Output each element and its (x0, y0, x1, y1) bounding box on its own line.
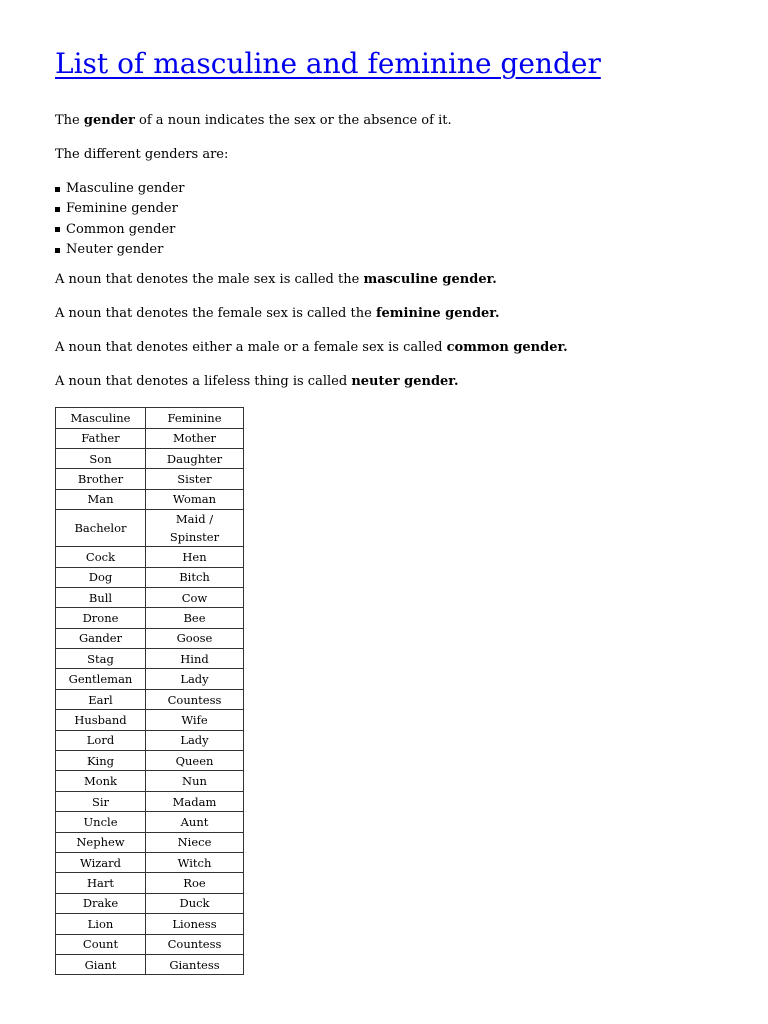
masculine-cell: Uncle (56, 812, 146, 832)
masculine-cell: Lion (56, 914, 146, 934)
feminine-cell: Sister (146, 469, 244, 489)
table-row (56, 832, 244, 852)
table-row (56, 771, 244, 791)
masculine-cell: Sir (56, 791, 146, 811)
feminine-cell: Mother (146, 428, 244, 448)
table-row (56, 587, 244, 607)
table-row (56, 852, 244, 872)
table-row (56, 469, 244, 489)
masculine-cell: Gander (56, 628, 146, 648)
feminine-cell: Queen (146, 751, 244, 771)
list-item-text: Masculine gender (66, 181, 185, 196)
table-row (56, 669, 244, 689)
masculine-cell: Man (56, 489, 146, 509)
feminine-cell: Aunt (146, 812, 244, 832)
list-item-text: Common gender (66, 221, 176, 237)
definition-term: feminine gender. (375, 306, 500, 322)
intro-paragraph (55, 112, 745, 130)
definition-common (55, 339, 745, 357)
masculine-cell: Gentleman (56, 669, 146, 689)
definition-term: masculine gender. (363, 272, 497, 288)
bullet-icon (55, 227, 60, 232)
feminine-cell: Countess (146, 689, 244, 709)
feminine-cell: Hen (146, 547, 244, 567)
masculine-cell: Dog (56, 567, 146, 587)
feminine-cell: Cow (146, 587, 244, 607)
feminine-cell: Giantess (146, 954, 244, 974)
table-row (56, 730, 244, 750)
table-header-row (56, 408, 244, 428)
masculine-cell: Husband (56, 710, 146, 730)
bullet-icon (55, 207, 60, 212)
feminine-cell: Madam (146, 791, 244, 811)
masculine-cell: Lord (56, 730, 146, 750)
feminine-cell: Duck (146, 893, 244, 913)
list-item-text: Neuter gender (66, 242, 164, 258)
intro-bold: gender (83, 113, 135, 128)
gender-table (55, 407, 244, 975)
table-row (56, 489, 244, 509)
intro-after: of a noun indicates the sex or the absence of it. (134, 113, 452, 128)
table-row (56, 751, 244, 771)
masculine-cell: Nephew (56, 832, 146, 852)
definition-masculine (55, 271, 745, 289)
masculine-cell: Stag (56, 649, 146, 669)
table-row (56, 510, 244, 547)
masculine-cell: Bachelor (56, 510, 146, 547)
masculine-cell: Drone (56, 608, 146, 628)
feminine-cell: Maid / Spinster (146, 510, 244, 547)
table-row (56, 791, 244, 811)
table-row (56, 547, 244, 567)
masculine-cell: Father (56, 428, 146, 448)
feminine-cell: Countess (146, 934, 244, 954)
list-item (55, 241, 745, 259)
table-row (56, 812, 244, 832)
table-row (56, 448, 244, 468)
table-row (56, 649, 244, 669)
list-item (55, 180, 745, 198)
definition-term: neuter gender. (351, 374, 459, 390)
masculine-cell: Masculine (56, 408, 146, 428)
table-row (56, 954, 244, 974)
masculine-cell: Monk (56, 771, 146, 791)
table-row (56, 608, 244, 628)
feminine-cell: Daughter (146, 448, 244, 468)
definition-text: A noun that denotes a lifeless thing is called (55, 374, 352, 390)
definition-term: common gender. (446, 340, 568, 356)
list-item (55, 200, 745, 218)
masculine-cell: Wizard (56, 852, 146, 872)
masculine-cell: Son (56, 448, 146, 468)
masculine-cell: King (56, 751, 146, 771)
feminine-cell: Hind (146, 649, 244, 669)
masculine-cell: Drake (56, 893, 146, 913)
feminine-cell: Woman (146, 489, 244, 509)
definition-neuter (55, 373, 745, 391)
table-row (56, 689, 244, 709)
table-row (56, 567, 244, 587)
definition-feminine (55, 305, 745, 323)
genders-list (55, 180, 745, 259)
table-row (56, 934, 244, 954)
masculine-cell: Hart (56, 873, 146, 893)
feminine-cell: Nun (146, 771, 244, 791)
different-genders-text: The different genders are: (55, 147, 229, 162)
list-item-text: Feminine gender (66, 201, 178, 217)
intro-before: The (55, 113, 84, 128)
feminine-cell: Lioness (146, 914, 244, 934)
masculine-cell: Cock (56, 547, 146, 567)
bullet-icon (55, 187, 60, 192)
table-row (56, 628, 244, 648)
masculine-cell: Brother (56, 469, 146, 489)
definition-text: A noun that denotes the female sex is called the (55, 306, 376, 322)
feminine-cell: Wife (146, 710, 244, 730)
table-row (56, 873, 244, 893)
feminine-cell: Roe (146, 873, 244, 893)
table-row (56, 428, 244, 448)
list-item (55, 221, 745, 239)
bullet-icon (55, 248, 60, 253)
feminine-cell: Lady (146, 669, 244, 689)
feminine-cell: Witch (146, 852, 244, 872)
table-row (56, 893, 244, 913)
masculine-cell: Giant (56, 954, 146, 974)
feminine-cell: Bee (146, 608, 244, 628)
definition-text: A noun that denotes the male sex is called the (55, 272, 364, 288)
feminine-cell: Lady (146, 730, 244, 750)
definition-text: A noun that denotes either a male or a female sex is called (55, 340, 447, 356)
feminine-cell: Bitch (146, 567, 244, 587)
feminine-cell: Feminine (146, 408, 244, 428)
feminine-cell: Niece (146, 832, 244, 852)
table-row (56, 710, 244, 730)
masculine-cell: Earl (56, 689, 146, 709)
masculine-cell: Bull (56, 587, 146, 607)
feminine-cell: Goose (146, 628, 244, 648)
table-row (56, 914, 244, 934)
page-title-link[interactable]: List of masculine and feminine gender (55, 47, 601, 80)
document-body (55, 42, 745, 975)
masculine-cell: Count (56, 934, 146, 954)
gender-table-body (56, 408, 244, 975)
